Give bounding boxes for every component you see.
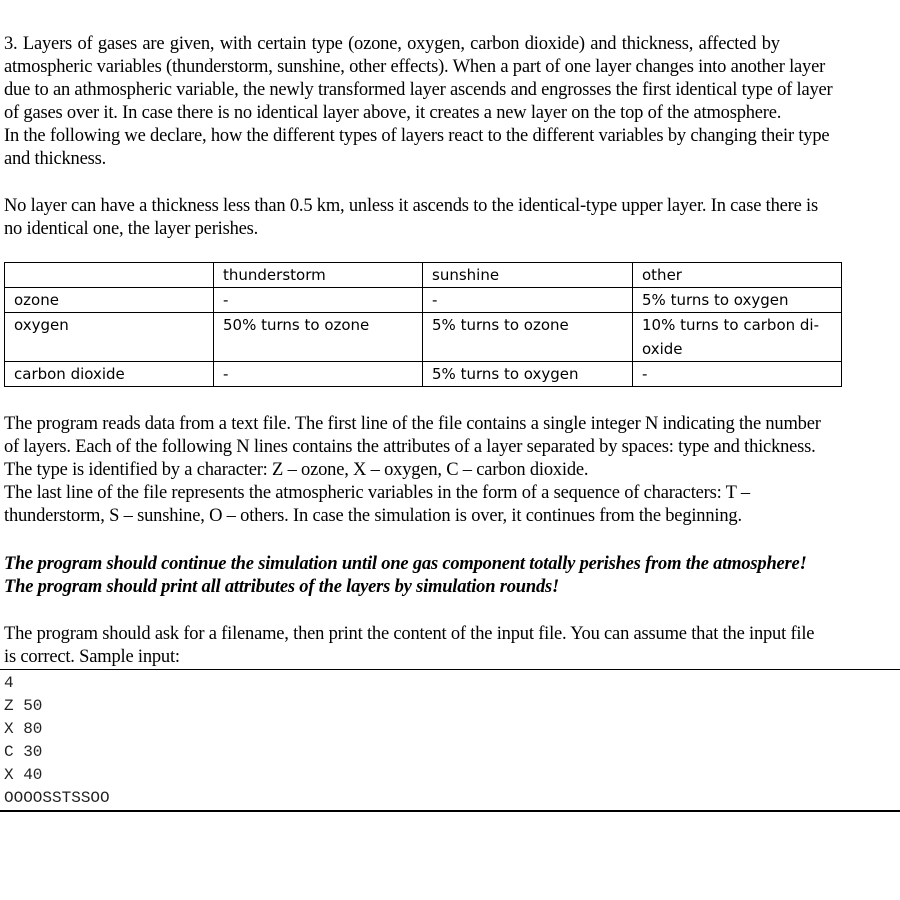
input-desc-line: The type is identified by a character: Z – ozone, X – oxygen, C – carbon dioxide.: [4, 460, 589, 480]
table-cell: [633, 313, 842, 362]
sample-input-line: OOOOSSTSSOO: [4, 789, 110, 807]
table-header-thunderstorm: thunderstorm: [214, 263, 423, 288]
table-row-oxygen: [5, 313, 842, 362]
input-desc-line: The last line of the file represents the atmospheric variables in the form of a sequence of characters: T –: [4, 483, 750, 503]
sample-input-bottom-rule: [0, 810, 900, 812]
constraint-line: no identical one, the layer perishes.: [4, 219, 259, 239]
table-header-other: other: [633, 263, 842, 288]
table-cell: 5% turns to oxygen: [423, 362, 633, 387]
sample-input-top-rule: [0, 669, 900, 670]
sample-input-line: 4: [4, 674, 14, 692]
table-cell: -: [214, 288, 423, 313]
constraint-line: No layer can have a thickness less than 0.5 km, unless it ascends to the identical-type upper layer. In case there is: [4, 196, 818, 216]
sample-input-line: X 40: [4, 766, 43, 784]
intro-line: In the following we declare, how the different types of layers react to the different variables by changing their type: [4, 126, 830, 146]
table-cell-gas: ozone: [5, 288, 214, 313]
table-header-sunshine: sunshine: [423, 263, 633, 288]
intro-line: due to an athmospheric variable, the newly transformed layer ascends and engrosses the first identical type of layer: [4, 80, 833, 100]
filename-line: is correct. Sample input:: [4, 647, 180, 667]
filename-line: The program should ask for a filename, then print the content of the input file. You can assume that the input file: [4, 624, 815, 644]
intro-line: 3. Layers of gases are given, with certain type (ozone, oxygen, carbon dioxide) and thickness, affected by: [4, 34, 780, 54]
table-header-cell: [5, 263, 214, 288]
intro-line: and thickness.: [4, 149, 107, 169]
input-desc-line: thunderstorm, S – sunshine, O – others. In case the simulation is over, it continues from the beginning.: [4, 506, 742, 526]
table-header-row: [5, 263, 842, 288]
input-desc-line: of layers. Each of the following N lines contains the attributes of a layer separated by spaces: type and thickness.: [4, 437, 816, 457]
table-cell: -: [423, 288, 633, 313]
table-cell-line: oxide: [642, 340, 683, 358]
input-desc-line: The program reads data from a text file. The first line of the file contains a single integer N indicating the number: [4, 414, 821, 434]
sample-input-line: C 30: [4, 743, 43, 761]
table-row-ozone: [5, 288, 842, 313]
table-cell: 5% turns to oxygen: [633, 288, 842, 313]
table-row-carbon-dioxide: [5, 362, 842, 387]
table-cell: 5% turns to ozone: [423, 313, 633, 362]
table-cell-gas: oxygen: [5, 313, 214, 362]
sample-input-line: Z 50: [4, 697, 43, 715]
intro-line: atmospheric variables (thunderstorm, sunshine, other effects). When a part of one layer changes into another layer: [4, 57, 826, 77]
table-cell: -: [633, 362, 842, 387]
table-cell-gas: carbon dioxide: [5, 362, 214, 387]
intro-line: of gases over it. In case there is no identical layer above, it creates a new layer on the top of the atmosphere.: [4, 103, 782, 123]
table-cell: 50% turns to ozone: [214, 313, 423, 362]
emphasis-line: The program should print all attributes of the layers by simulation rounds!: [4, 577, 560, 597]
table-cell-line: 10% turns to carbon di-: [642, 316, 819, 334]
sample-input-line: X 80: [4, 720, 43, 738]
reaction-table: [4, 262, 842, 387]
emphasis-line: The program should continue the simulation until one gas component totally perishes from the atmosphere!: [4, 554, 807, 574]
table-cell: -: [214, 362, 423, 387]
